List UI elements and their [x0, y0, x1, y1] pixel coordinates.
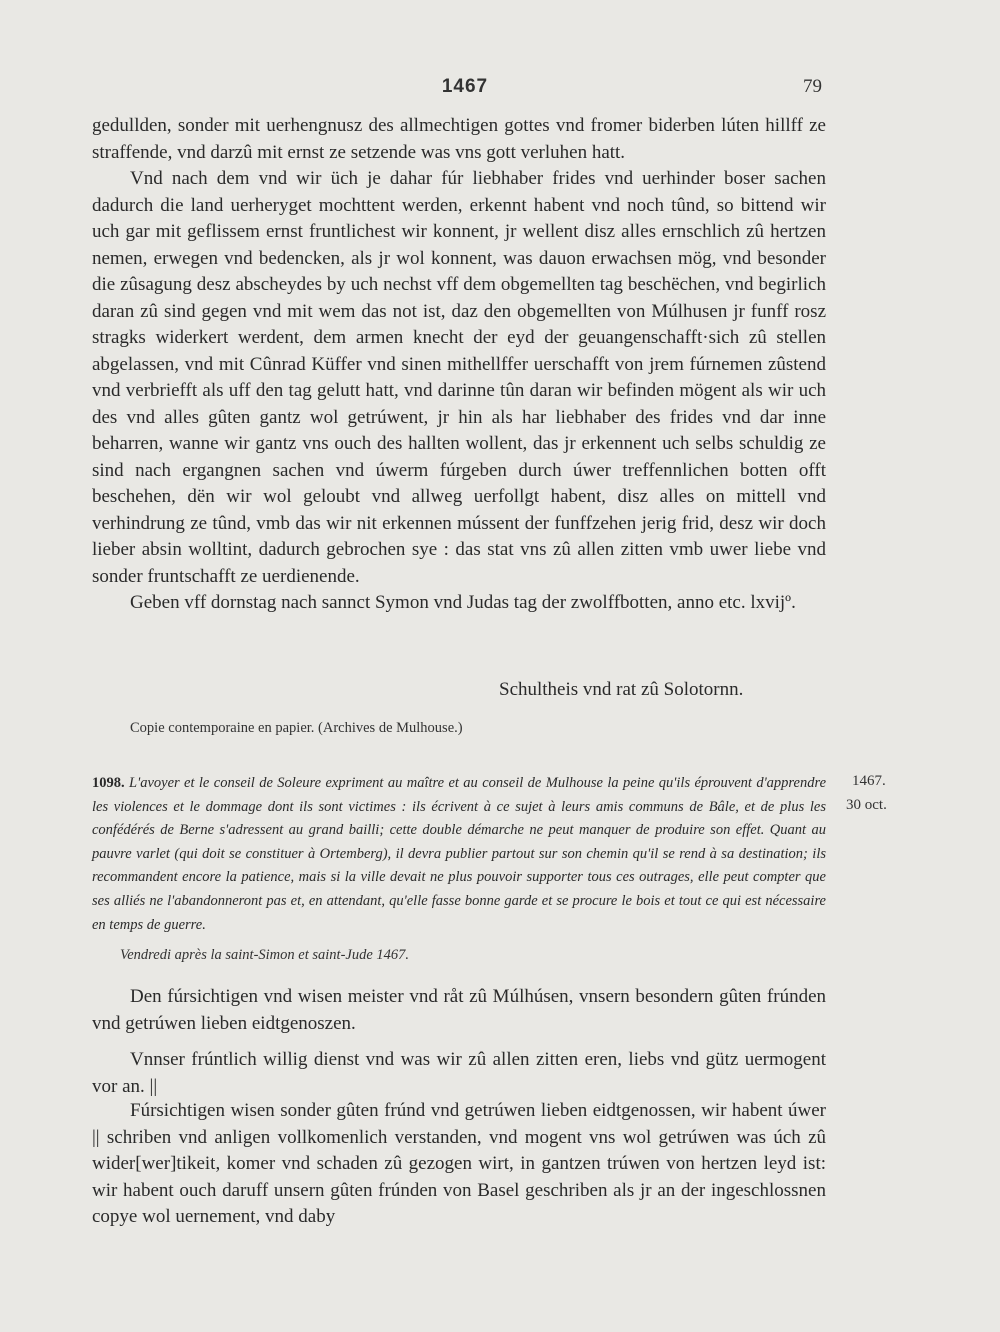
source-note: Copie contemporaine en papier. (Archives de Mulhouse.): [130, 720, 463, 736]
running-head-year: 1467: [441, 76, 489, 97]
paragraph: gedullden, sonder mit uerhengnusz des allmechtigen gottes vnd fromer biderben lúten hillff ze straffende, vnd darzû mit ernst ze setzende was vns gott verluhen hatt.: [92, 115, 826, 163]
paragraph: Vnd nach dem vnd wir üch je dahar fúr liebhaber frides vnd uerhinder boser sachen dadurch die land uerheryget mochttent werden, erkennt habent vnd noch tûnd, so bittend wir uch gar mit geflissem ernst fruntlichest wir konnent, jr wellent disz alles ernschlich zû hertzen nemen, erwegen vnd bedencken, als jr wol konnent, was dauon erwachsen mög, vnd besonder die zûsagung desz abscheydes by uch nechst vff dem obgemellten tag beschëchen, vnd begirlich daran zû sind gegen vnd mit wem das not ist, daz den obgemellten von Múlhusen jr funff rosz stragks widerkert werdent, dem armen knecht der eyd der geuangenschafft·sich zû stellen abgelassen, vnd mit Cûnrad Küffer vnd sinen mithellffer uerschafft von jrem fúrnemen zûstend vnd verbriefft als uff den tag gelutt hatt, vnd darinne tûn daran wir befinden mögent als wir uch des vnd alles gûten gantz wol getrúwent, jr hin als har liebhaber des frides vnd dar inne beharren, wanne wir gantz vns ouch des hallten wollent, das jr erkennent uch selbs schuldig ze sind nach ergangnen sachen vnd úwerm fúrgeben durch úwer treffennlichen botten offt beschehen, dën wir wol geloubt vnd allweg uerfollgt habent, disz alles on mittell vnd verhindrung ze tûnd, vmb das wir nit erkennen mússent der funffzehen jerig frid, desz wir doch lieber absin wolltint, dadurch gebrochen sye : das stat vns zû allen zitten vmb uwer liebe vnd sonder fruntschafft ze uerdienende.: [92, 168, 826, 587]
margin-date: 30 oct.: [846, 797, 887, 813]
letter-greeting: [92, 1047, 826, 1100]
signature: Schultheis vnd rat zû Solotornn.: [499, 679, 744, 700]
previous-letter-text: [92, 113, 826, 617]
entry-summary-text: L'avoyer et le conseil de Soleure expriment au maître et au conseil de Mulhouse la peine qu'ils éprouvent d'apprendre les violences et le dommage dont ils sont victimes : ils écrivent à ce sujet à leurs amis communs de Bâle, et de plus les confédérés de Berne s'adressent au grand bailli; cette double démarche ne peut manquer de produire son effet. Quant au pauvre varlet (qui doit se constituer à Ortemberg), il devra publier partout sur son chemin qu'il se rend à sa destination; ils recommandent encore la patience, mais si la ville devait ne plus pouvoir supporter tous ces outrages, elle peut compter que ses alliés ne l'abandonneront pas et, en attendant, qu'elle fasse bonne garde et se procure le bois et tout ce qui est nécessaire en temps de guerre.: [92, 775, 827, 933]
dating-clause: Geben vff dornstag nach sannct Symon vnd Judas tag der zwolffbotten, anno etc. lxvijº.: [130, 592, 796, 613]
greeting-text: Vnnser frúntlich willig dienst vnd was wir zû allen zitten eren, liebs vnd gütz uermogent vor an. ||: [92, 1049, 826, 1097]
letter-body: [92, 1098, 826, 1231]
address-text: Den fúrsichtigen vnd wisen meister vnd råt zû Múlhúsen, vnsern besondern gûten frúnden vnd getrúwen lieben eidtgenoszen.: [92, 986, 826, 1034]
dateline: Vendredi après la saint-Simon et saint-Jude 1467.: [120, 947, 410, 963]
entry-number: 1098.: [92, 775, 125, 791]
body-text: Fúrsichtigen wisen sonder gûten frúnd vnd getrúwen lieben eidtgenossen, wir habent úwer || schriben vnd anligen vollkomenlich verstanden, vnd mogent vns wol getrúwen was úch zû wider[wer]tikeit, komer vnd schaden zû gezogen wirt, in gantzen trúwen von hertzen leyd ist: wir habent ouch daruff unsern gûten frúnden von Basel geschriben als jr an der ingeschlossnen copye wol uernement, vnd daby: [92, 1100, 826, 1227]
entry-summary: [92, 772, 826, 937]
page-number: 79: [803, 76, 822, 97]
margin-year: 1467.: [852, 773, 886, 789]
letter-address: [92, 984, 826, 1037]
